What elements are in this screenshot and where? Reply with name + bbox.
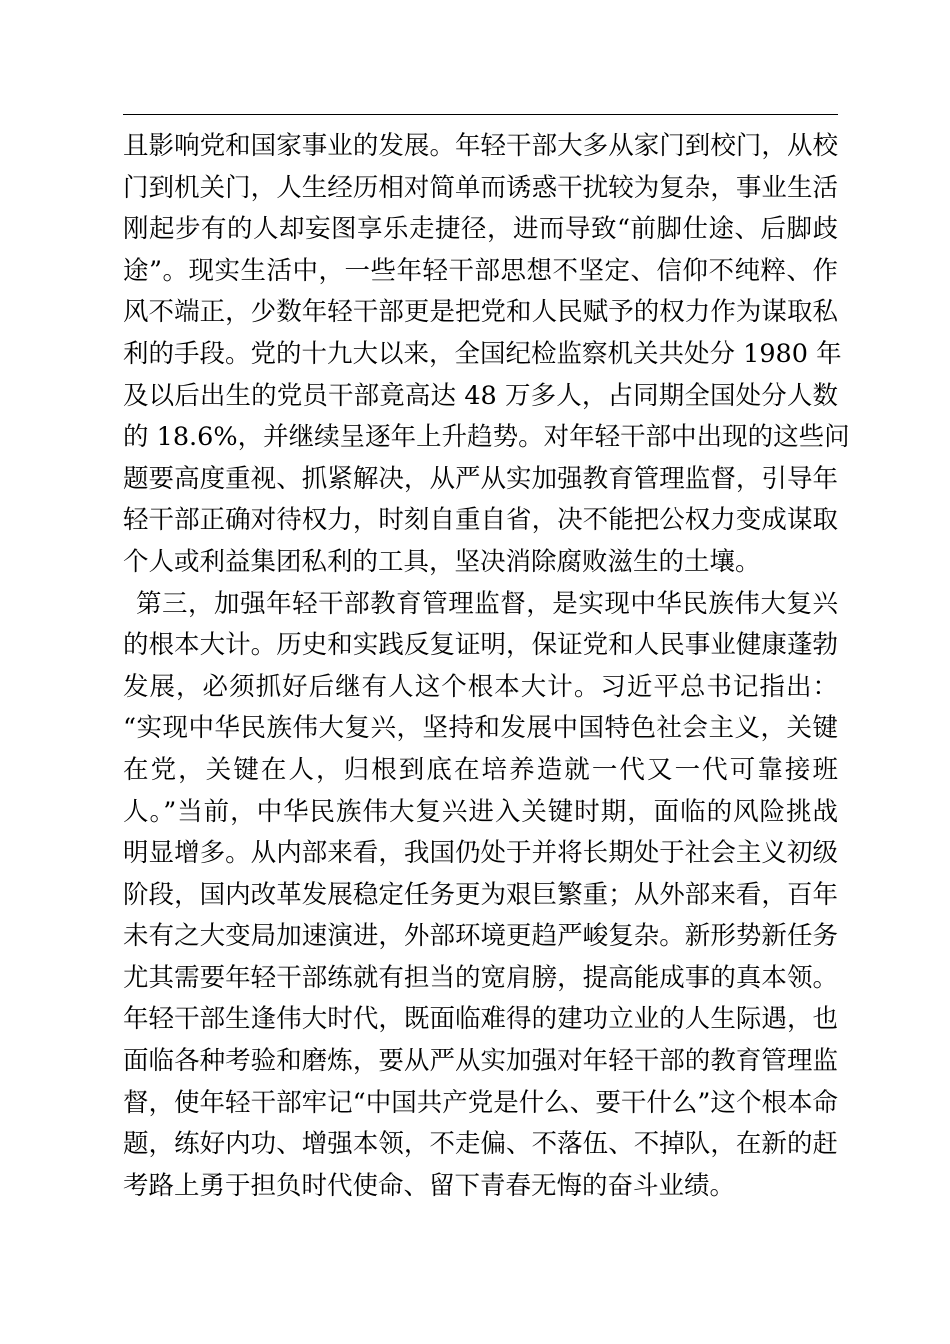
text-line: 刚起步有的人却妄图享乐走捷径，进而导致“前脚仕途、后脚歧 bbox=[123, 214, 838, 245]
text-line: 风不端正，少数年轻干部更是把党和人民赋予的权力作为谋取私 bbox=[123, 297, 838, 328]
text-line: 题，练好内功、增强本领，不走偏、不落伍、不掉队，在新的赶 bbox=[123, 1129, 838, 1160]
text-line: 发展，必须抓好后继有人这个根本大计。习近平总书记指出： bbox=[123, 671, 838, 702]
text-line: 阶段，国内改革发展稳定任务更为艰巨繁重；从外部来看，百年 bbox=[123, 879, 838, 910]
text-line: 在党，关键在人，归根到底在培养造就一代又一代可靠接班 bbox=[123, 754, 838, 785]
text-line: 人。”当前，中华民族伟大复兴进入关键时期，面临的风险挑战 bbox=[123, 796, 838, 827]
paragraph-continuation bbox=[123, 126, 850, 584]
text-line: 督，使年轻干部牢记“中国共产党是什么、要干什么”这个根本命 bbox=[123, 1087, 838, 1118]
text-line: 未有之大变局加速演进，外部环境更趋严峻复杂。新形势新任务 bbox=[123, 921, 838, 952]
text-line: 途”。现实生活中，一些年轻干部思想不坚定、信仰不纯粹、作 bbox=[123, 255, 838, 286]
header-rule bbox=[123, 114, 838, 115]
text-line: 年轻干部生逢伟大时代，既面临难得的建功立业的人生际遇，也 bbox=[123, 1004, 838, 1035]
text-line: 题要高度重视、抓紧解决，从严从实加强教育管理监督，引导年 bbox=[123, 463, 838, 494]
text-line: 尤其需要年轻干部练就有担当的宽肩膀，提高能成事的真本领。 bbox=[123, 962, 838, 993]
text-line: 利的手段。党的十九大以来，全国纪检监察机关共处分 1980 年 bbox=[123, 338, 842, 369]
text-line: “实现中华民族伟大复兴，坚持和发展中国特色社会主义，关键 bbox=[123, 713, 838, 744]
text-line: 的根本大计。历史和实践反复证明，保证党和人民事业健康蓬勃 bbox=[123, 630, 838, 661]
text-line: 考路上勇于担负时代使命、留下青春无悔的奋斗业绩。 bbox=[123, 1170, 736, 1201]
text-line: 面临各种考验和磨炼，要从严从实加强对年轻干部的教育管理监 bbox=[123, 1046, 838, 1077]
text-line: 第三，加强年轻干部教育管理监督，是实现中华民族伟大复兴 bbox=[136, 588, 838, 619]
text-line: 的 18.6%，并继续呈逐年上升趋势。对年轻干部中出现的这些问 bbox=[123, 422, 850, 453]
paragraph-third-point bbox=[123, 584, 838, 1208]
text-line: 且影响党和国家事业的发展。年轻干部大多从家门到校门，从校 bbox=[123, 131, 838, 161]
text-line: 个人或利益集团私利的工具，坚决消除腐败滋生的土壤。 bbox=[123, 546, 761, 577]
text-line: 轻干部正确对待权力，时刻自重自省，决不能把公权力变成谋取 bbox=[123, 505, 838, 536]
text-line: 门到机关门，人生经历相对简单而诱惑干扰较为复杂，事业生活 bbox=[123, 172, 838, 203]
body-text bbox=[123, 126, 850, 1207]
text-line: 明显增多。从内部来看，我国仍处于并将长期处于社会主义初级 bbox=[123, 838, 838, 869]
text-line: 及以后出生的党员干部竟高达 48 万多人，占同期全国处分人数 bbox=[123, 380, 838, 411]
